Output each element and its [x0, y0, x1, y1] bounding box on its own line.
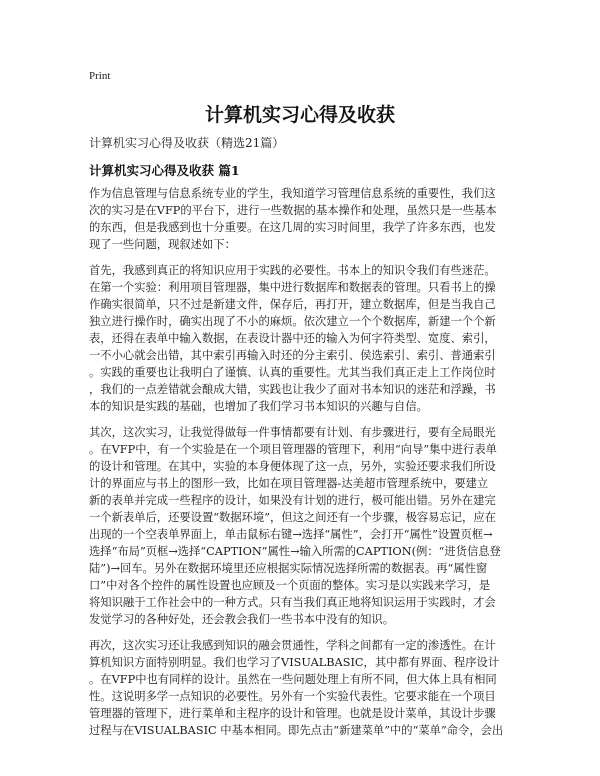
- section-heading: 计算机实习心得及收获 篇1: [89, 163, 240, 178]
- paragraph-line: 。在VFP中，有一个实验是在一个项目管理器的管理下，利用“向导”集中进行表单: [89, 443, 497, 456]
- paragraph-line: 其次，这次实习，让我觉得做每一件事情都要有计划、有步骤进行，要有全局眼光: [89, 426, 496, 439]
- paragraph-line: 选择“布局”页框→选择“CAPTION”属性→输入所需的CAPTION(例：“进货信息登: [89, 545, 501, 558]
- paragraph-line: 作确实很简单，只不过是新建文件，保存后，再打开，建立数据库，但是当我自己: [89, 298, 496, 311]
- paragraph-line: 在第一个实验：利用项目管理器，集中进行数据库和数据表的管理。只看书上的操: [89, 281, 496, 294]
- paragraph-line: 管理器的管理下，进行菜单和主程序的设计和管理。也就是设计菜单，其设计步骤: [89, 707, 496, 720]
- paragraph-line: 的设计和管理。在其中，实验的本身便体现了这一点，另外，实验还要求我们所设: [89, 460, 496, 473]
- paragraph-line: 本的知识是实践的基础，也增加了我们学习书本知识的兴趣与自信。: [89, 400, 428, 413]
- paragraph-line: 计的界面应与书上的图形一致，比如在项目管理器-达美超市管理系统中，要建立: [89, 477, 489, 490]
- paragraph-line: 新的表单并完成一些程序的设计，如果没有计划的进行，极可能出错。另外在建完: [89, 494, 496, 507]
- paragraph-line: 首先，我感到真正的将知识应用于实践的必要性。书本上的知识令我们有些迷茫。: [89, 264, 496, 277]
- document-body: [89, 185, 517, 748]
- paragraph: [89, 185, 517, 253]
- paragraph-line: 算机知识方面特别明显。我们也学习了VISUALBASIC，其中都有界面、程序设计: [89, 656, 500, 669]
- paragraph-line: 作为信息管理与信息系统专业的学生，我知道学习管理信息系统的重要性，我们这: [89, 187, 496, 200]
- paragraph-line: 独立进行操作时，确实出现了不小的麻烦。依次建立一个个数据库，新建一个个新: [89, 315, 496, 328]
- paragraph-line: 一个新表单后，还要设置“数据环境”，但这之间还有一个步骤，极容易忘记，应在: [89, 511, 496, 524]
- paragraph: [89, 637, 517, 739]
- paragraph-line: 出现的一个空表单界面上，单击鼠标右键→选择“属性”，会打开“属性”设置页框→: [89, 528, 493, 541]
- paragraph-line: 。实践的重要也让我明白了谨慎、认真的重要性。尤其当我们真正走上工作岗位时: [89, 366, 496, 379]
- paragraph-line: 现了一些问题，现叙述如下：: [89, 238, 236, 251]
- paragraph-line: 陆”)→回车。另外在数据环境里还应根据实际情况选择所需的数据表。再“属性窗: [89, 562, 488, 575]
- paragraph-line: 一不小心就会出错，其中索引再输入时还的分主索引、侯选索引、索引、普通索引: [89, 349, 496, 362]
- paragraph-line: 的东西，但是我感到也十分重要。在这几周的实习时间里，我学了许多东西，也发: [89, 221, 496, 234]
- paragraph-line: ，我们的一点差错就会酿成大错，实践也让我少了面对书本知识的迷茫和浮躁，书: [89, 383, 496, 396]
- paragraph-line: 口”中对各个控件的属性设置也应顾及一个页面的整体。实习是以实践来学习，是: [89, 579, 491, 592]
- paragraph: [89, 424, 517, 628]
- document-title: 计算机实习心得及收获: [204, 104, 395, 126]
- print-label[interactable]: Print: [89, 70, 111, 82]
- paragraph-line: 再次，这次实习还让我感到知识的融会贯通性，学科之间都有一定的渗透性。在计: [89, 639, 496, 652]
- paragraph-line: 将知识融于工作社会中的一种方式。只有当我们真正地将知识运用于实践时，才会: [89, 596, 496, 609]
- paragraph-line: 次的实习是在VFP的平台下，进行一些数据的基本操作和处理，虽然只是一些基本: [89, 204, 497, 217]
- paragraph-line: 。在VFP中也有同样的设计。虽然在一些问题处理上有所不同，但大体上具有相同: [89, 673, 497, 686]
- paragraph-line: 表，还得在表单中输入数据，在表设计器中还的输入为何字符类型、宽度、索引，: [89, 332, 496, 345]
- paragraph-line: 发觉学习的各种好处，还会教会我们一些书本中没有的知识。: [89, 613, 395, 626]
- paragraph: [89, 262, 517, 415]
- document-subtitle: 计算机实习心得及收获（精选21篇）: [89, 136, 285, 150]
- paragraph-line: 性。这说明多学一点知识的必要性。另外有一个实验代表性。它要求能在一个项目: [89, 690, 496, 703]
- paragraph-line: 过程与在VISUALBASIC 中基本相同。即先点击“新建菜单”中的“菜单”命令，会出: [89, 724, 504, 737]
